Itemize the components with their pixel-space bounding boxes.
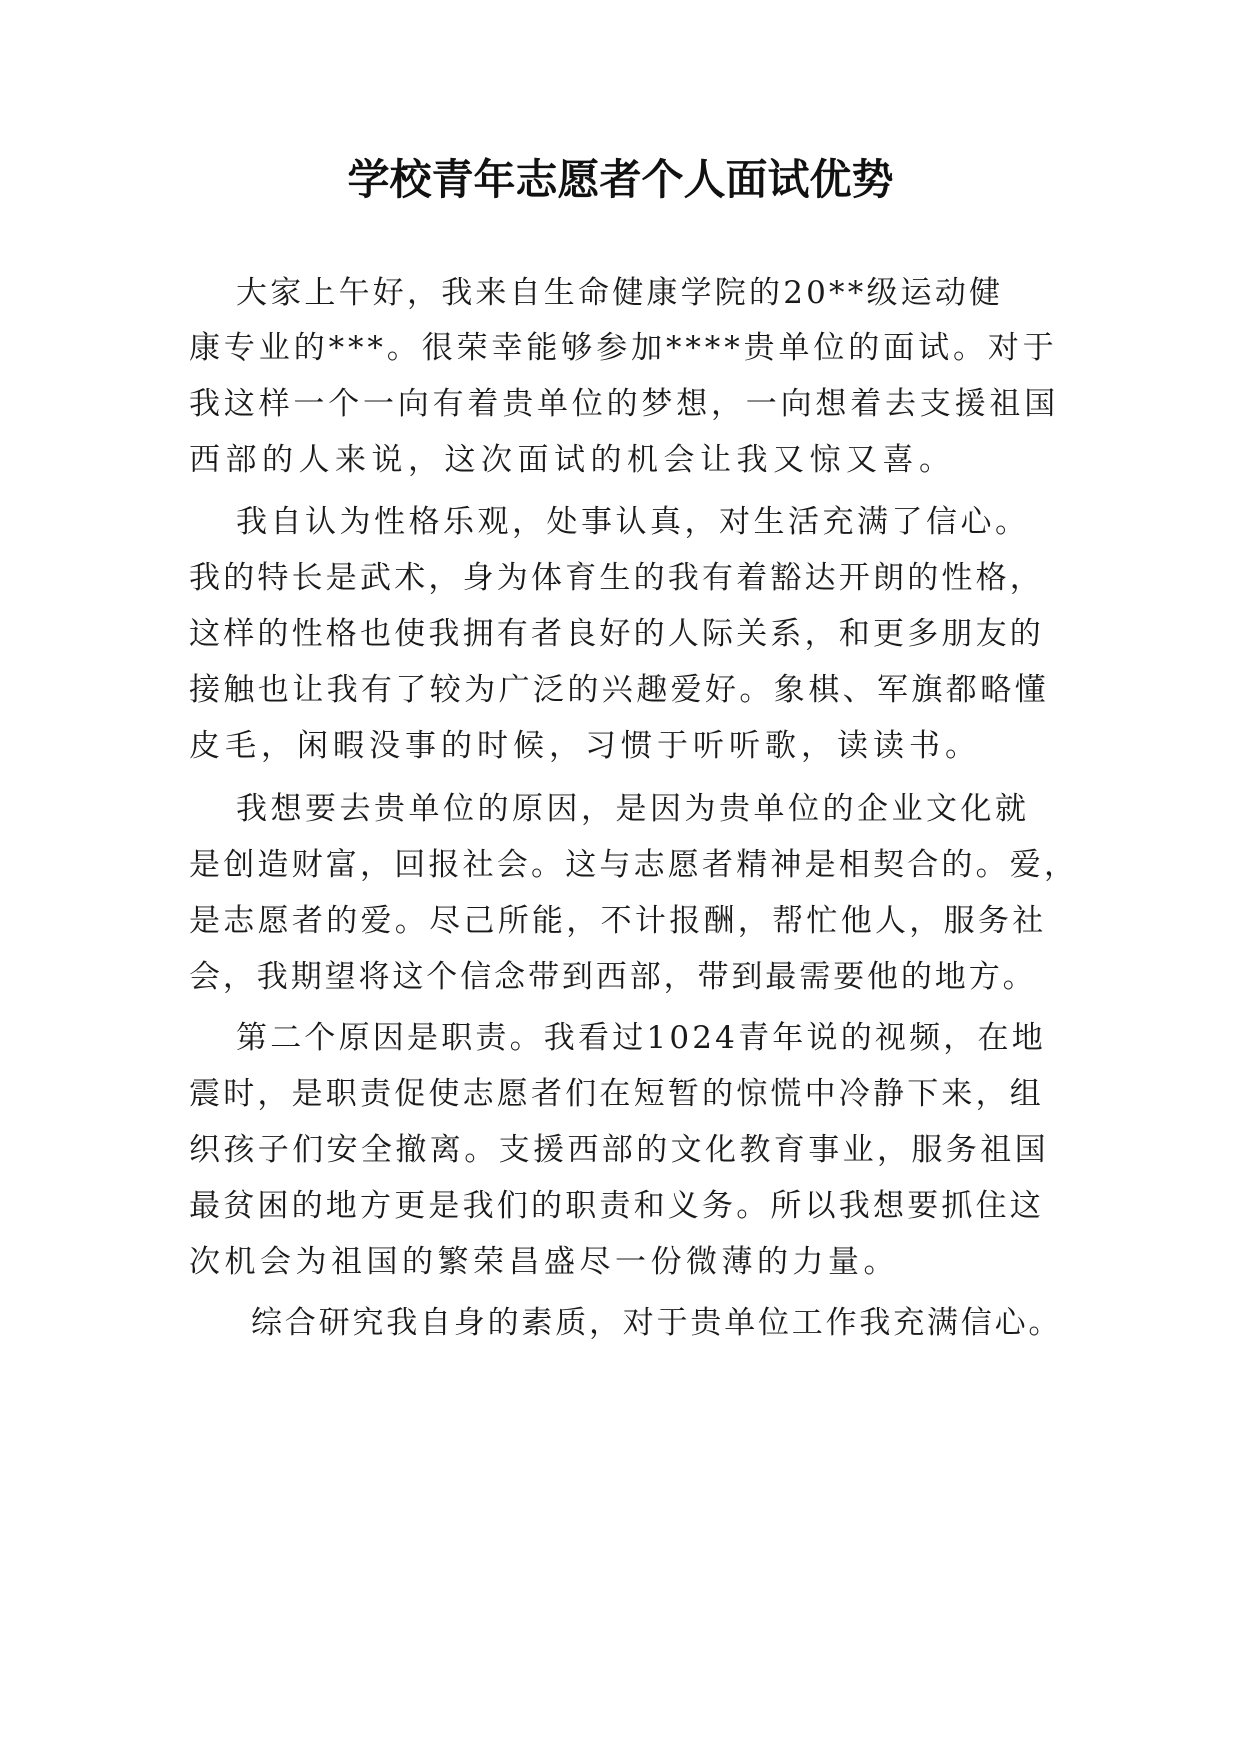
paragraph-4-line-5: 次机会为祖国的繁荣昌盛尽一份微薄的力量。 — [189, 1244, 899, 1280]
paragraph-4-line-2: 震时，是职责促使志愿者们在短暂的惊慌中冷静下来，组 — [189, 1076, 1044, 1112]
document-title: 学校青年志愿者个人面试优势 — [347, 155, 894, 204]
paragraph-4-line-4: 最贫困的地方更是我们的职责和义务。所以我想要抓住这 — [189, 1188, 1044, 1224]
paragraph-2-line-3: 这样的性格也使我拥有者良好的人际关系，和更多朋友的 — [189, 616, 1044, 652]
paragraph-2-line-4: 接触也让我有了较为广泛的兴趣爱好。象棋、军旗都略懂 — [189, 672, 1049, 708]
paragraph-3-line-3: 是志愿者的爱。尽己所能，不计报酬，帮忙他人，服务社 — [189, 903, 1047, 939]
paragraph-1-line-1: 大家上午好，我来自生命健康学院的20**级运动健 — [236, 275, 1004, 311]
paragraph-3-line-1: 我想要去贵单位的原因，是因为贵单位的企业文化就 — [236, 791, 1030, 827]
paragraph-1-line-3: 我这样一个一向有着贵单位的梦想，一向想着去支援祖国 — [189, 386, 1059, 422]
paragraph-1-line-4: 西部的人来说，这次面试的机会让我又惊又喜。 — [189, 442, 956, 478]
paragraph-1-line-2: 康专业的***。很荣幸能够参加****贵单位的面试。对于 — [189, 330, 1058, 366]
paragraph-5-line-1: 综合研究我自身的素质，对于贵单位工作我充满信心。 — [251, 1305, 1063, 1341]
paragraph-2-line-1: 我自认为性格乐观，处事认真，对生活充满了信心。 — [236, 504, 1030, 540]
paragraph-2-line-5: 皮毛，闲暇没事的时候，习惯于听听歌，读读书。 — [189, 728, 981, 764]
paragraph-3-line-2: 是创造财富，回报社会。这与志愿者精神是相契合的。爱， — [189, 847, 1079, 883]
paragraph-3-line-4: 会，我期望将这个信念带到西部，带到最需要他的地方。 — [189, 959, 1037, 995]
paragraph-4-line-1: 第二个原因是职责。我看过1024青年说的视频，在地 — [236, 1020, 1046, 1056]
paragraph-2-line-2: 我的特长是武术，身为体育生的我有着豁达开朗的性格， — [189, 560, 1044, 596]
paragraph-4-line-3: 织孩子们安全撤离。支援西部的文化教育事业，服务祖国 — [189, 1132, 1049, 1168]
